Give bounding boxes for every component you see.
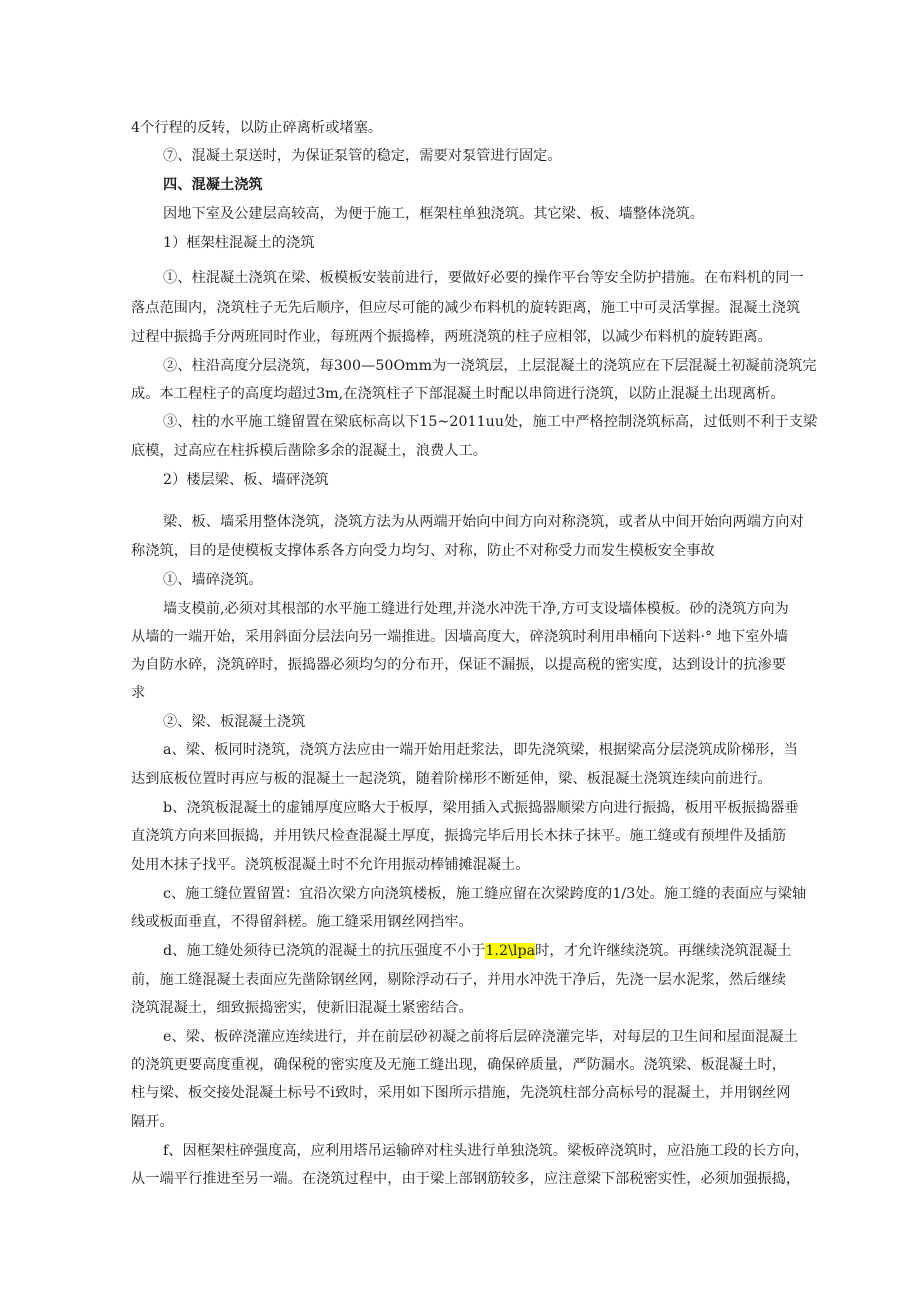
text-line: ②、梁、板混凝土浇筑: [163, 714, 306, 730]
highlighted-value: 1.2\lpa: [485, 943, 536, 959]
text-segment: 时，才允许继续浇筑。再继续浇筑混凝土: [535, 943, 792, 959]
text-line: 达到底板位置时再应与板的混凝土一起浇筑，随着阶梯形不断延伸，梁、板混凝土浇筑连续向前进行。: [131, 771, 772, 787]
text-line: 隔开。: [131, 1114, 174, 1130]
subsection-heading: 1）框架柱混凝土的浇筑: [163, 235, 315, 251]
text-line: a、梁、板同时浇筑，浇筑方法应由一端开始用赶浆法，即先浇筑梁，根据梁高分层浇筑成阶梯形，当: [163, 742, 798, 758]
text-line: 求: [131, 685, 146, 701]
text-line: 成。本工程柱子的高度均超过3m,在浇筑柱子下部混凝土时配以串筒进行浇筑，以防止混凝土出现离析。: [131, 386, 785, 402]
text-line: 柱与梁、板交接处混凝土标号不i致时，采用如下图所示措施，先浇筑柱部分高标号的混凝土，并用钢丝网: [131, 1085, 791, 1101]
text-line: 前，施工缝混凝土表面应先凿除钢丝网，剔除浮动石子，并用水冲洗干净后，先浇一层水泥浆，然后继续: [131, 972, 786, 988]
text-line: f、因框架柱碎强度高，应利用塔吊运输碎对柱头进行单独浇筑。梁板碎浇筑时，应沿施工段的长方向，: [163, 1143, 809, 1159]
text-line: ③、柱的水平施工缝留置在梁底标高以下15~2011uu处，施工中严格控制浇筑标高，过低则不利于支梁: [163, 414, 818, 430]
text-line: 从墙的一端开始，采用斜面分层法向另一端推进。因墙高度大，碎浇筑时利用串桶向下送料·° 地下室外墙: [131, 629, 788, 645]
text-line: ②、柱沿高度分层浇筑，每300—50Omm为一浇筑层，上层混凝土的浇筑应在下层混凝土初凝前浇筑完: [163, 358, 817, 374]
text-line: ①、墙碎浇筑。: [163, 572, 263, 588]
text-line: ⑦、混凝土泵送时，为保证泵管的稳定，需要对泵管进行固定。: [163, 148, 562, 164]
section-heading: 四、混凝土浇筑: [163, 177, 263, 193]
text-line: 梁、板、墙采用整体浇筑，浇筑方法为从两端开始向中间方向对称浇筑，或者从中间开始向两端方向对: [163, 514, 804, 530]
text-line: 为自防水碎，浇筑碎时，振捣器必须均匀的分布开，保证不漏振，以提高税的密实度，达到设计的抗渗要: [131, 657, 786, 673]
text-line: e、梁、板碎浇灌应连续进行，并在前层砂初凝之前将后层碎浇灌完毕，对每层的卫生间和屋面混凝土: [163, 1029, 798, 1045]
text-line: c、施工缝位置留置：宜沿次梁方向浇筑楼板，施工缝应留在次梁跨度的1/3处。施工缝的表面应与梁轴: [163, 886, 807, 902]
text-line: 因地下室及公建层高较高，为便于施工，框架柱单独浇筑。其它梁、板、墙整体浇筑。: [163, 206, 705, 222]
text-line: 从一端平行推进至另一端。在浇筑过程中，由于梁上部钢筋较多，应注意梁下部税密实性，必须加强振捣，: [131, 1171, 801, 1187]
text-line: 浇筑混凝土，细致振捣密实，使新旧混凝土紧密结合。: [131, 1000, 473, 1016]
text-line: 过程中振捣手分两班同时作业，每班两个振捣棒，两班浇筑的柱子应相邻，以减少布料机的旋转距离。: [131, 329, 772, 345]
text-line: 的浇筑更要高度重视，确保税的密实度及无施工缝出现，确保碎质量，严防漏水。浇筑梁、板混凝土时，: [131, 1057, 786, 1073]
text-line: 线或板面垂直，不得留斜槎。施工缝采用钢丝网挡牢。: [131, 914, 473, 930]
text-segment: d、施工缝处须待已浇筑的混凝土的抗压强度不小于: [163, 943, 486, 959]
subsection-heading: 2）楼层梁、板、墙砰浇筑: [163, 472, 329, 488]
text-line: 墙支模前,必须对其根部的水平施工缝进行处理,并浇水冲洗干净,方可支设墙体模板。砂的浇筑方向为: [163, 601, 789, 617]
text-line: 直浇筑方向来回振捣，并用铁尺检查混凝土厚度，振捣完毕后用长木抹子抹平。施工缝或有预埋件及插筋: [131, 828, 786, 844]
text-line: b、浇筑板混凝土的虚铺厚度应略大于板厚，梁用插入式振捣器顺梁方向进行振捣，板用平板振捣器垂: [163, 800, 799, 816]
text-line: [163, 941, 791, 961]
text-line: 底模，过高应在柱拆模后凿除多余的混凝土，浪费人工。: [131, 443, 487, 459]
text-line: 落点范围内，浇筑柱子无先后顺序，但应尽可能的减少布料机的旋转距离，施工中可灵活掌握。混凝土浇筑: [131, 300, 801, 316]
text-line: 称浇筑，目的是使模板支撑体系各方向受力均匀、对称，防止不对称受力而发生模板安全事故: [131, 543, 715, 559]
text-line: 处用木抹子找平。浇筑板混凝土时不允许用振动棒铺摊混凝土。: [131, 857, 530, 873]
text-line: 4个行程的反转，以防止碎离析或堵塞。: [131, 120, 383, 136]
text-line: ①、柱混凝土浇筑在梁、板模板安装前进行，要做好必要的操作平台等安全防护措施。在布料机的同一: [163, 270, 804, 286]
